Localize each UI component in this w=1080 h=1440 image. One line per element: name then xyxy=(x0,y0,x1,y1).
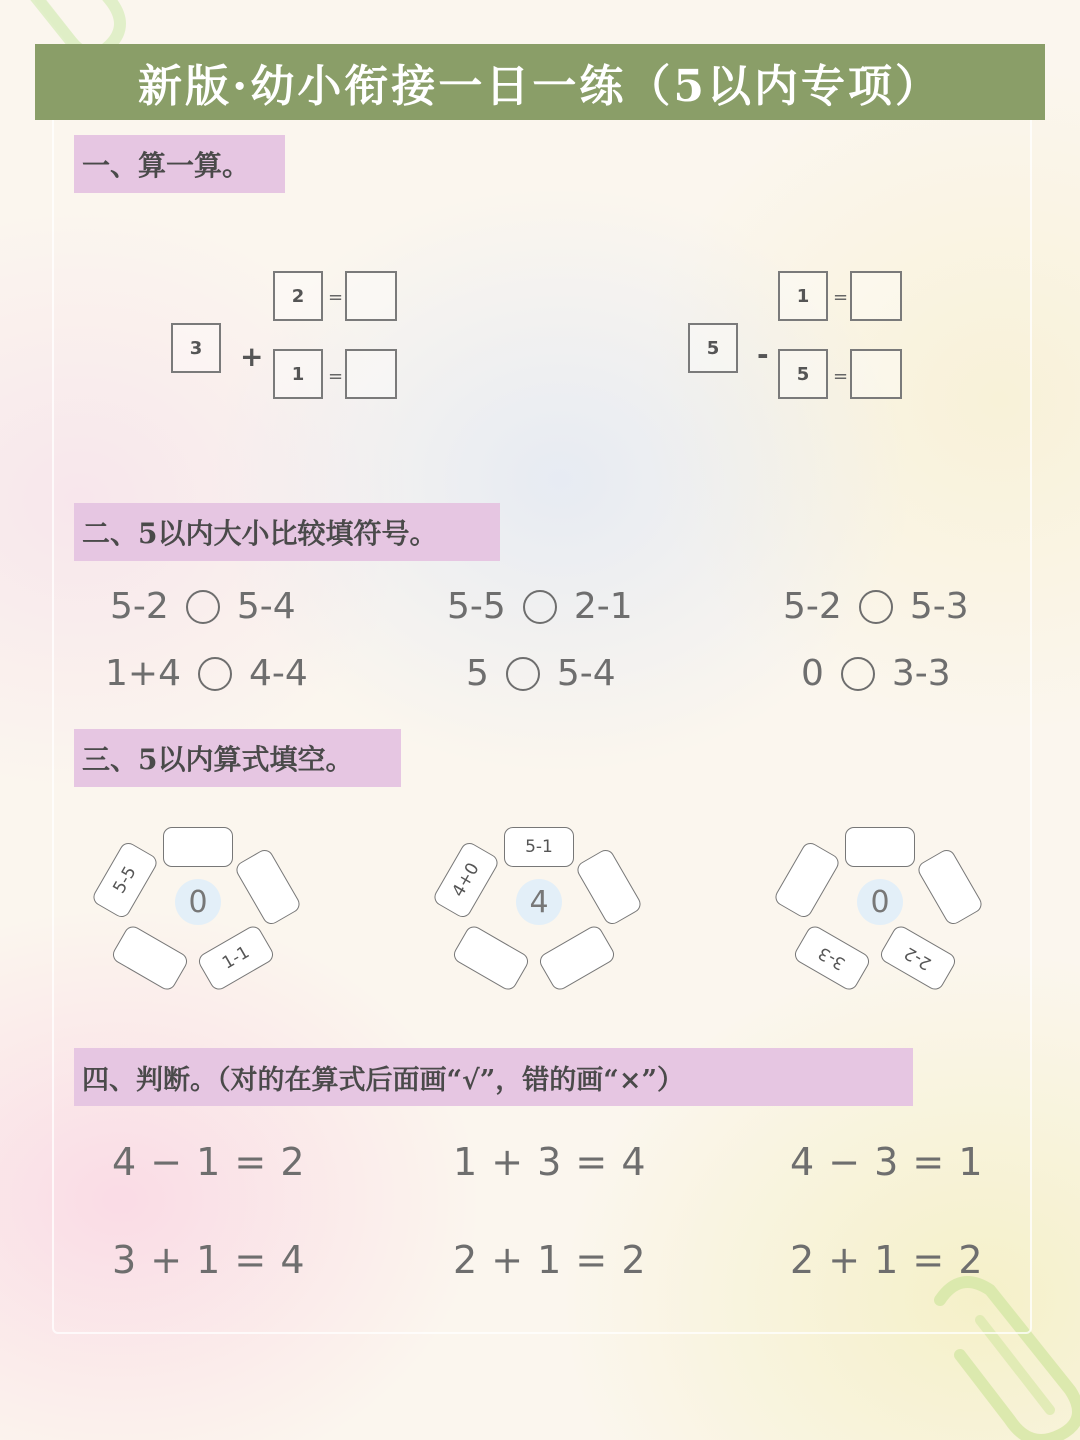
compare-left: 0 xyxy=(801,653,824,694)
flower-center: 4 xyxy=(516,879,562,925)
judge-equation: 3 + 1 = 4 xyxy=(112,1238,306,1282)
section-title-compare: 二、5以内大小比较填符号。 xyxy=(74,503,500,561)
judge-equation: 4 − 1 = 2 xyxy=(112,1140,306,1184)
equals-sign: = xyxy=(328,287,344,308)
calc-operand-box: 2 xyxy=(273,271,323,321)
flower-petal[interactable]: 5-1 xyxy=(504,827,574,867)
compare-right: 5-4 xyxy=(556,653,616,694)
compare-circle[interactable] xyxy=(198,657,232,691)
flower-petal[interactable]: 2-2 xyxy=(878,923,959,993)
calc-operand-box: 1 xyxy=(273,349,323,399)
compare-right: 5-4 xyxy=(236,586,296,627)
calc-operator: + xyxy=(240,340,264,373)
answer-box[interactable] xyxy=(345,349,397,399)
compare-right: 3-3 xyxy=(891,653,951,694)
calc-operand-box: 5 xyxy=(778,349,828,399)
compare-left: 5-5 xyxy=(447,586,506,627)
compare-item xyxy=(466,653,616,694)
compare-right: 4-4 xyxy=(248,653,308,694)
compare-circle[interactable] xyxy=(506,657,540,691)
flower-petal[interactable] xyxy=(845,827,915,867)
calc-operand-box: 1 xyxy=(778,271,828,321)
compare-left: 5-2 xyxy=(783,586,842,627)
equals-sign: = xyxy=(833,366,849,387)
judge-equation: 4 − 3 = 1 xyxy=(790,1140,984,1184)
section-title-calc: 一、算一算。 xyxy=(74,135,285,193)
section-title-fill: 三、5以内算式填空。 xyxy=(74,729,401,787)
compare-left: 5 xyxy=(466,653,489,694)
compare-left: 5-2 xyxy=(110,586,169,627)
answer-box[interactable] xyxy=(850,349,902,399)
compare-circle[interactable] xyxy=(859,590,893,624)
flower-petal[interactable]: 1-1 xyxy=(196,923,277,993)
flower-petal[interactable]: 4+0 xyxy=(431,840,501,921)
compare-left: 1+4 xyxy=(105,653,181,694)
answer-box[interactable] xyxy=(850,271,902,321)
flower-petal[interactable]: 3-3 xyxy=(792,923,873,993)
equals-sign: = xyxy=(328,366,344,387)
compare-right: 2-1 xyxy=(573,586,633,627)
calc-operand-box: 5 xyxy=(688,323,738,373)
compare-circle[interactable] xyxy=(523,590,557,624)
compare-item xyxy=(105,653,308,694)
flower-petal[interactable]: 5-5 xyxy=(90,840,160,921)
calc-operand-box: 3 xyxy=(171,323,221,373)
compare-item xyxy=(447,586,633,627)
section-title-judge: 四、判断。（对的在算式后面画“√”，错的画“×”） xyxy=(74,1048,913,1106)
flower-petal[interactable] xyxy=(163,827,233,867)
compare-circle[interactable] xyxy=(841,657,875,691)
compare-circle[interactable] xyxy=(186,590,220,624)
compare-right: 5-3 xyxy=(909,586,969,627)
compare-item xyxy=(801,653,951,694)
page-title: 新版·幼小衔接一日一练（5以内专项） xyxy=(35,44,1045,120)
flower-center: 0 xyxy=(175,879,221,925)
flower-center: 0 xyxy=(857,879,903,925)
judge-equation: 1 + 3 = 4 xyxy=(453,1140,647,1184)
compare-item xyxy=(783,586,969,627)
judge-equation: 2 + 1 = 2 xyxy=(453,1238,647,1282)
judge-equation: 2 + 1 = 2 xyxy=(790,1238,984,1282)
compare-item xyxy=(110,586,296,627)
calc-operator: - xyxy=(757,338,769,371)
equals-sign: = xyxy=(833,287,849,308)
answer-box[interactable] xyxy=(345,271,397,321)
